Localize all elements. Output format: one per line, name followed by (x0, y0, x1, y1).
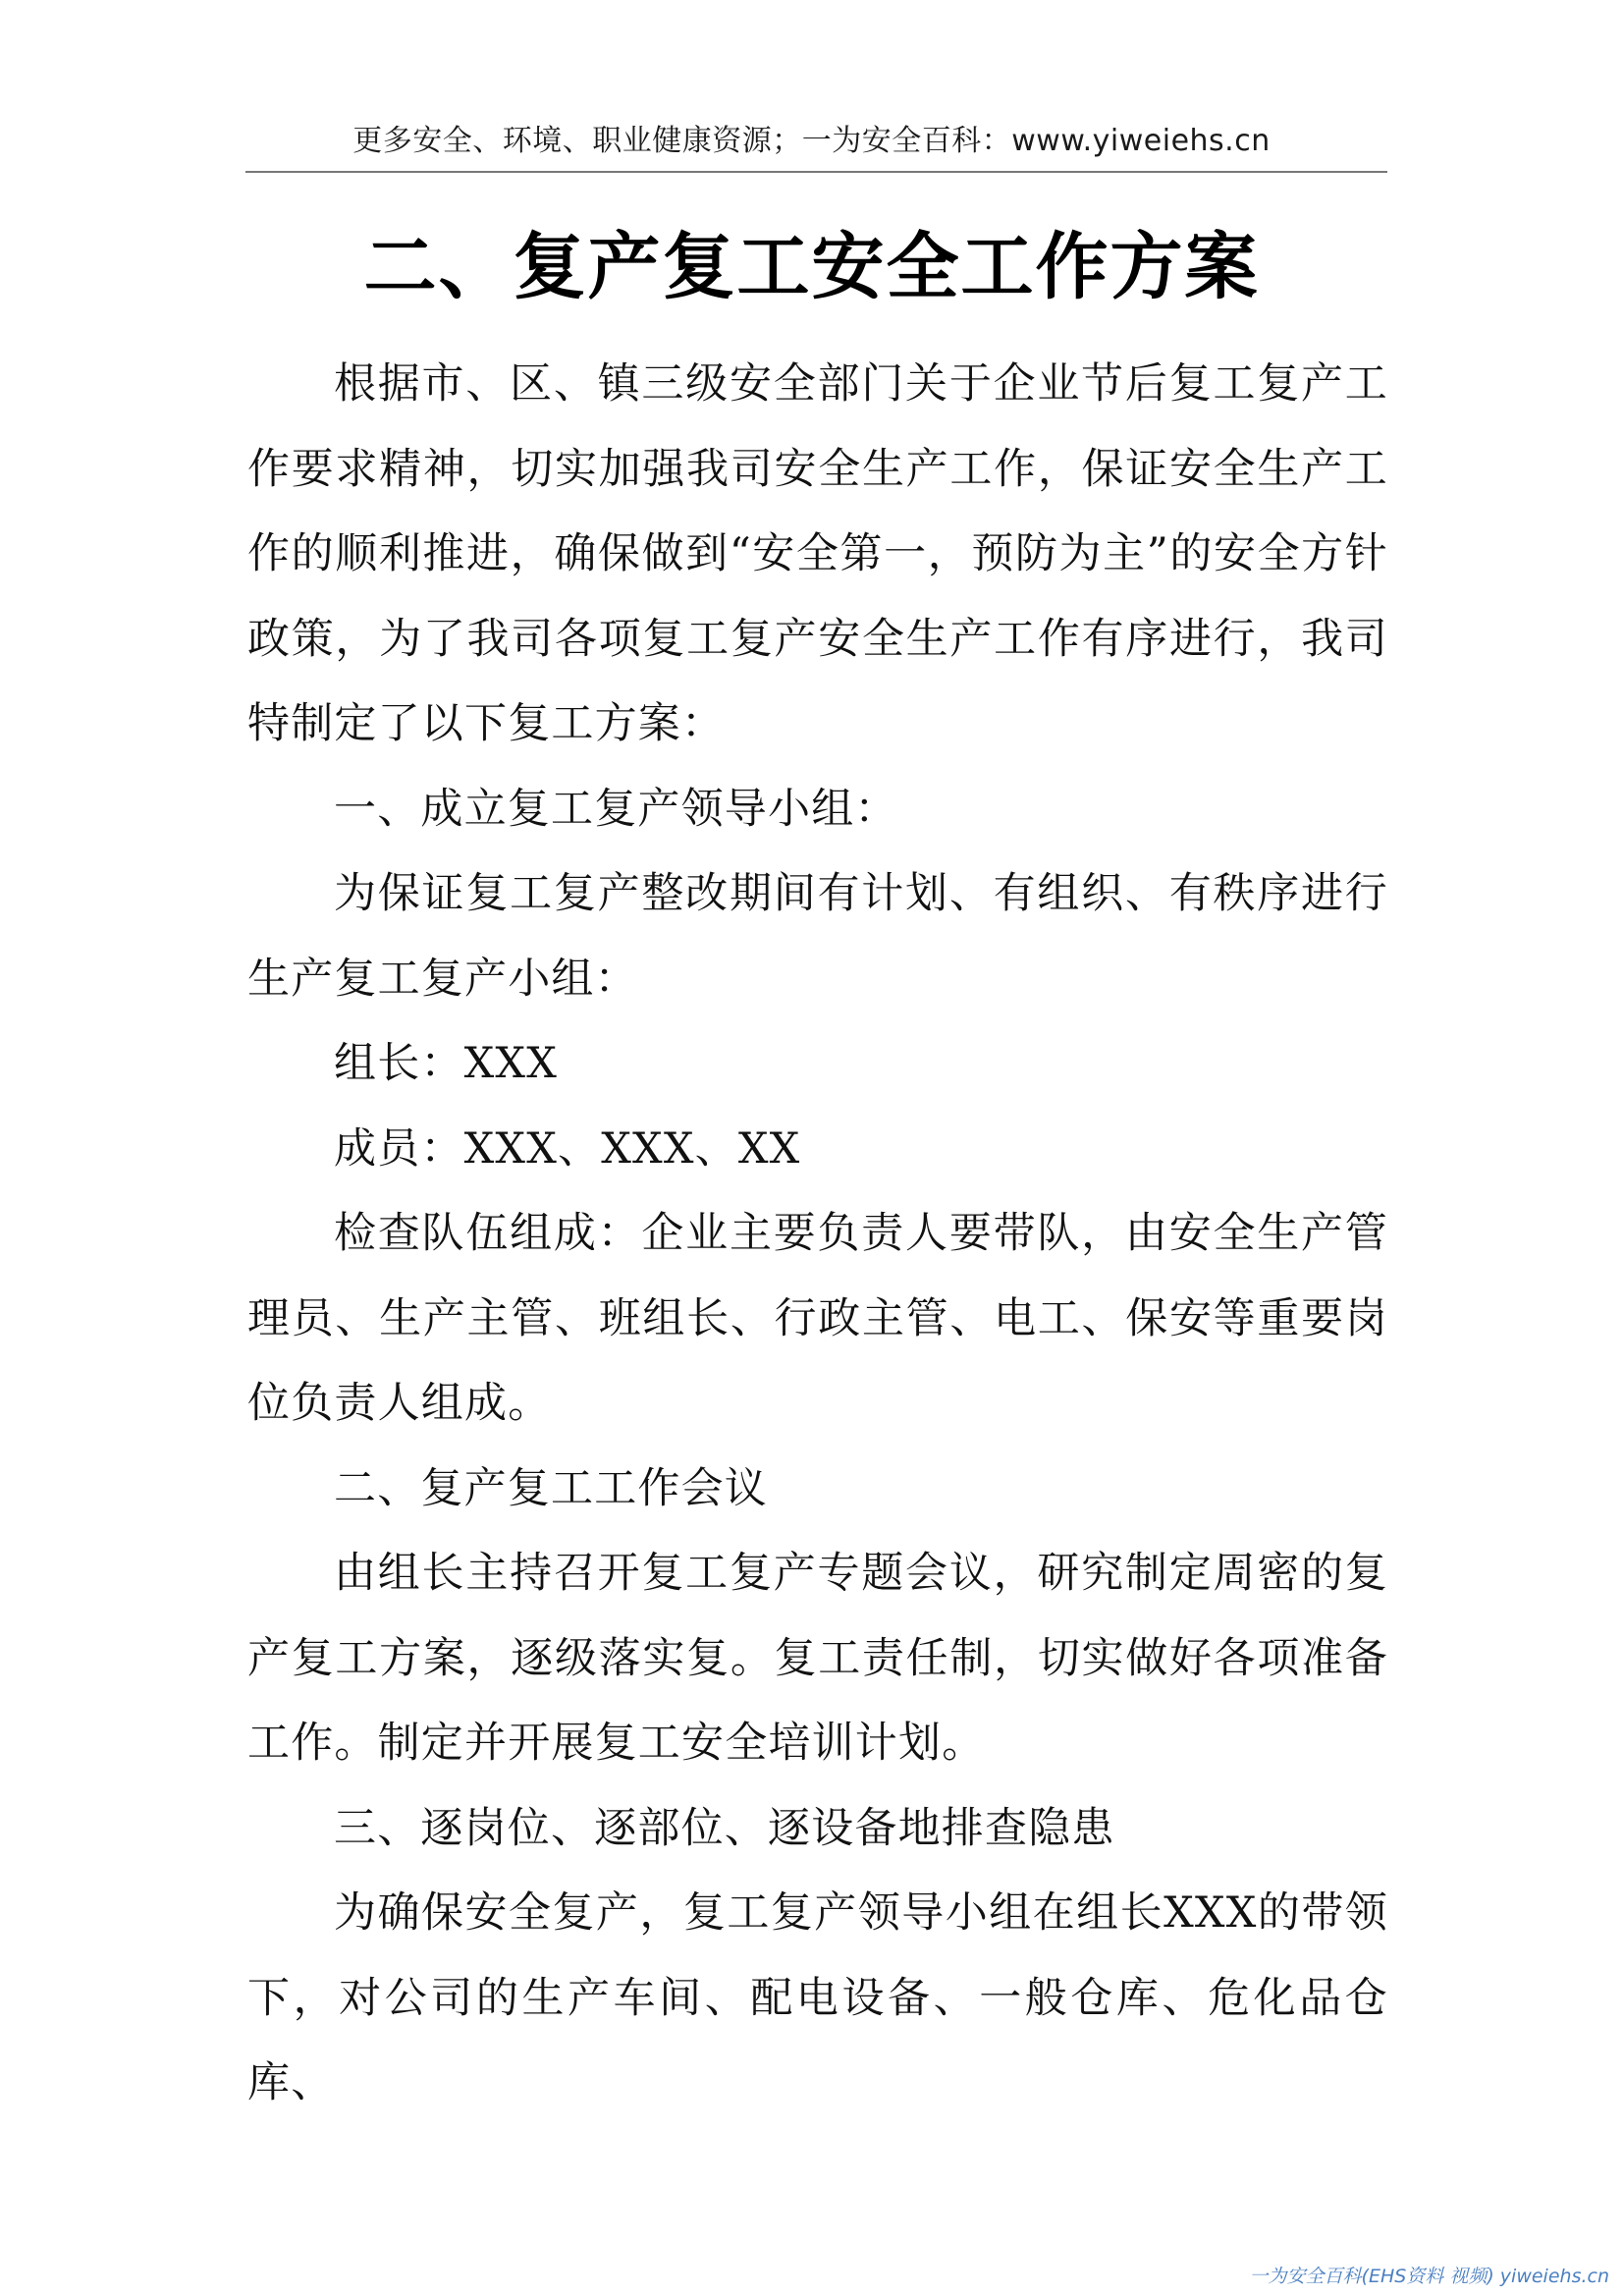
document-body (247, 342, 1388, 2126)
paragraph-intro: 根据市、区、镇三级安全部门关于企业节后复工复产工作要求精神，切实加强我司安全生产工作，保证安全生产工作的顺利推进，确保做到“安全第一，预防为主”的安全方针政策，为了我司各项复工复产安全生产工作有序进行，我司特制定了以下复工方案： (247, 359, 1388, 748)
section-heading-1: 一、成立复工复产领导小组： (334, 784, 898, 834)
footer-site-link[interactable]: 一为安全百科(EHS资料 视频) yiweiehs.cn (1249, 2266, 1609, 2287)
page-header-text: 更多安全、环境、职业健康资源；一为安全百科：www.yiweiehs.cn (352, 124, 1271, 158)
document-title: 二、复产复工安全工作方案 (363, 225, 1260, 309)
paragraph-group-purpose: 为保证复工复产整改期间有计划、有组织、有秩序进行生产复工复产小组： (247, 869, 1388, 1004)
section-heading-3: 三、逐岗位、逐部位、逐设备地排查隐患 (334, 1803, 1115, 1853)
paragraph-group-members: 成员：XXX、XXX、XX (334, 1123, 801, 1174)
paragraph-hazard-check: 为确保安全复产，复工复产领导小组在组长XXX的带领下，对公司的生产车间、配电设备、一般仓库、危化品仓库、 (247, 1888, 1388, 2107)
header-divider (245, 171, 1387, 173)
section-heading-2: 二、复产复工工作会议 (334, 1463, 768, 1513)
paragraph-meeting: 由组长主持召开复工复产专题会议，研究制定周密的复产复工方案，逐级落实复。复工责任制，切实做好各项准备工作。制定并开展复工安全培训计划。 (247, 1549, 1388, 1768)
paragraph-group-leader: 组长：XXX (334, 1039, 559, 1088)
paragraph-inspection-team: 检查队伍组成：企业主要负责人要带队，由安全生产管理员、生产主管、班组长、行政主管、电工、保安等重要岗位负责人组成。 (247, 1209, 1388, 1428)
